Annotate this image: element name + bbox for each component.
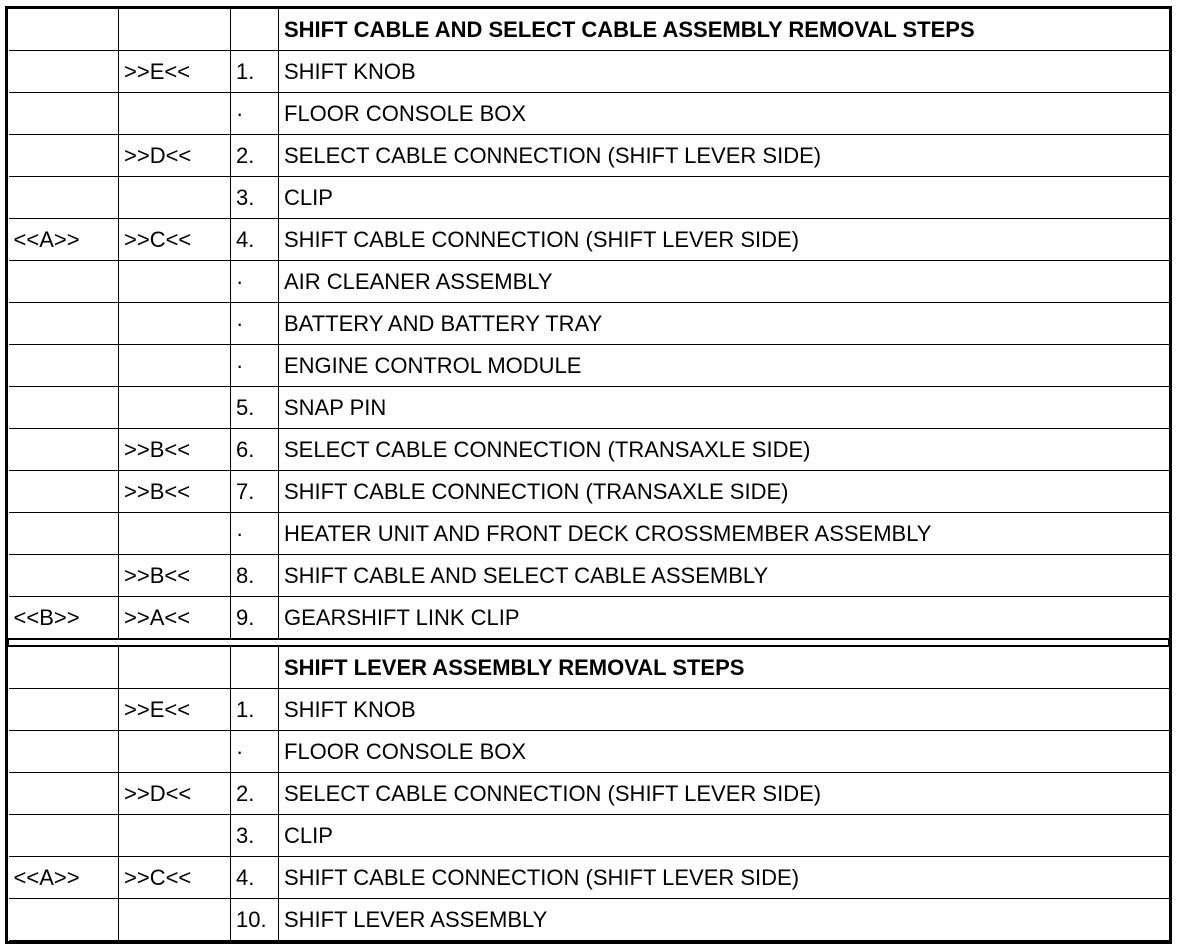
step-row xyxy=(9,773,1169,815)
install-ref-cell xyxy=(9,51,119,93)
step-row xyxy=(9,815,1169,857)
install-ref-cell: <<A>> xyxy=(9,857,119,899)
removal-ref-cell: >>C<< xyxy=(119,857,231,899)
step-description-cell: SNAP PIN xyxy=(279,387,1169,429)
install-ref-cell xyxy=(9,513,119,555)
step-number-cell: 2. xyxy=(231,773,279,815)
removal-steps-sheet xyxy=(5,6,1172,944)
step-description-cell: CLIP xyxy=(279,177,1169,219)
step-description-cell: FLOOR CONSOLE BOX xyxy=(279,731,1169,773)
step-number-cell xyxy=(231,646,279,689)
install-ref-cell xyxy=(9,135,119,177)
step-description-cell: FLOOR CONSOLE BOX xyxy=(279,93,1169,135)
install-ref-cell xyxy=(9,471,119,513)
removal-ref-cell xyxy=(119,9,231,51)
section-divider-cell xyxy=(9,639,1169,646)
step-row xyxy=(9,135,1169,177)
step-number-cell: 8. xyxy=(231,555,279,597)
step-row xyxy=(9,689,1169,731)
removal-ref-cell xyxy=(119,646,231,689)
step-row xyxy=(9,51,1169,93)
removal-ref-cell xyxy=(119,177,231,219)
install-ref-cell xyxy=(9,429,119,471)
removal-ref-cell xyxy=(119,261,231,303)
step-description-cell: SELECT CABLE CONNECTION (TRANSAXLE SIDE) xyxy=(279,429,1169,471)
step-description-cell: SHIFT KNOB xyxy=(279,51,1169,93)
removal-ref-cell xyxy=(119,387,231,429)
step-description-cell: SHIFT CABLE AND SELECT CABLE ASSEMBLY xyxy=(279,555,1169,597)
install-ref-cell xyxy=(9,646,119,689)
install-ref-cell xyxy=(9,177,119,219)
removal-ref-cell xyxy=(119,815,231,857)
step-description-cell: SHIFT LEVER ASSEMBLY xyxy=(279,899,1169,941)
install-ref-cell xyxy=(9,731,119,773)
step-number-cell: · xyxy=(231,731,279,773)
removal-ref-cell xyxy=(119,93,231,135)
step-number-cell: 6. xyxy=(231,429,279,471)
removal-ref-cell xyxy=(119,899,231,941)
step-row xyxy=(9,857,1169,899)
step-description-cell: SHIFT KNOB xyxy=(279,689,1169,731)
step-description-cell: CLIP xyxy=(279,815,1169,857)
install-ref-cell xyxy=(9,555,119,597)
step-number-cell: 3. xyxy=(231,177,279,219)
step-row xyxy=(9,731,1169,773)
step-row xyxy=(9,219,1169,261)
step-description-cell: AIR CLEANER ASSEMBLY xyxy=(279,261,1169,303)
removal-ref-cell: >>E<< xyxy=(119,689,231,731)
step-number-cell: 5. xyxy=(231,387,279,429)
removal-ref-cell: >>A<< xyxy=(119,597,231,640)
step-row xyxy=(9,429,1169,471)
step-number-cell: · xyxy=(231,303,279,345)
install-ref-cell xyxy=(9,899,119,941)
step-number-cell: · xyxy=(231,513,279,555)
step-description-cell: SHIFT CABLE CONNECTION (SHIFT LEVER SIDE) xyxy=(279,219,1169,261)
step-row xyxy=(9,345,1169,387)
section-title-row xyxy=(9,9,1169,51)
removal-ref-cell: >>B<< xyxy=(119,429,231,471)
step-description-cell: SELECT CABLE CONNECTION (SHIFT LEVER SIDE) xyxy=(279,135,1169,177)
step-description-cell: HEATER UNIT AND FRONT DECK CROSSMEMBER ASSEMBLY xyxy=(279,513,1169,555)
step-number-cell: 3. xyxy=(231,815,279,857)
step-description-cell: ENGINE CONTROL MODULE xyxy=(279,345,1169,387)
step-row xyxy=(9,555,1169,597)
step-description-cell: BATTERY AND BATTERY TRAY xyxy=(279,303,1169,345)
step-number-cell: 9. xyxy=(231,597,279,640)
step-number-cell: · xyxy=(231,93,279,135)
step-number-cell: 4. xyxy=(231,857,279,899)
removal-ref-cell: >>C<< xyxy=(119,219,231,261)
install-ref-cell xyxy=(9,773,119,815)
removal-ref-cell: >>B<< xyxy=(119,471,231,513)
step-row xyxy=(9,303,1169,345)
step-number-cell: 10. xyxy=(231,899,279,941)
install-ref-cell xyxy=(9,261,119,303)
step-number-cell: 4. xyxy=(231,219,279,261)
step-description-cell: SELECT CABLE CONNECTION (SHIFT LEVER SIDE) xyxy=(279,773,1169,815)
step-number-cell xyxy=(231,9,279,51)
section-divider xyxy=(9,639,1169,646)
removal-ref-cell xyxy=(119,731,231,773)
step-description-cell: SHIFT CABLE CONNECTION (TRANSAXLE SIDE) xyxy=(279,471,1169,513)
removal-ref-cell xyxy=(119,513,231,555)
step-row xyxy=(9,597,1169,640)
step-row xyxy=(9,387,1169,429)
install-ref-cell xyxy=(9,345,119,387)
step-description-cell: GEARSHIFT LINK CLIP xyxy=(279,597,1169,640)
removal-steps-body xyxy=(9,9,1169,941)
step-number-cell: · xyxy=(231,261,279,303)
install-ref-cell xyxy=(9,689,119,731)
step-row xyxy=(9,177,1169,219)
removal-ref-cell: >>D<< xyxy=(119,135,231,177)
step-number-cell: 7. xyxy=(231,471,279,513)
install-ref-cell xyxy=(9,387,119,429)
removal-steps-table xyxy=(8,9,1169,941)
step-number-cell: 1. xyxy=(231,51,279,93)
install-ref-cell xyxy=(9,303,119,345)
removal-ref-cell xyxy=(119,345,231,387)
install-ref-cell xyxy=(9,815,119,857)
step-row xyxy=(9,261,1169,303)
step-row xyxy=(9,513,1169,555)
removal-ref-cell: >>D<< xyxy=(119,773,231,815)
step-row xyxy=(9,899,1169,941)
step-row xyxy=(9,93,1169,135)
step-number-cell: · xyxy=(231,345,279,387)
install-ref-cell xyxy=(9,93,119,135)
step-number-cell: 1. xyxy=(231,689,279,731)
removal-ref-cell: >>E<< xyxy=(119,51,231,93)
install-ref-cell: <<A>> xyxy=(9,219,119,261)
step-number-cell: 2. xyxy=(231,135,279,177)
removal-ref-cell xyxy=(119,303,231,345)
install-ref-cell xyxy=(9,9,119,51)
section-title-row xyxy=(9,646,1169,689)
install-ref-cell: <<B>> xyxy=(9,597,119,640)
section-title: SHIFT LEVER ASSEMBLY REMOVAL STEPS xyxy=(279,646,1169,689)
step-description-cell: SHIFT CABLE CONNECTION (SHIFT LEVER SIDE) xyxy=(279,857,1169,899)
removal-ref-cell: >>B<< xyxy=(119,555,231,597)
step-row xyxy=(9,471,1169,513)
section-title: SHIFT CABLE AND SELECT CABLE ASSEMBLY REMOVAL STEPS xyxy=(279,9,1169,51)
